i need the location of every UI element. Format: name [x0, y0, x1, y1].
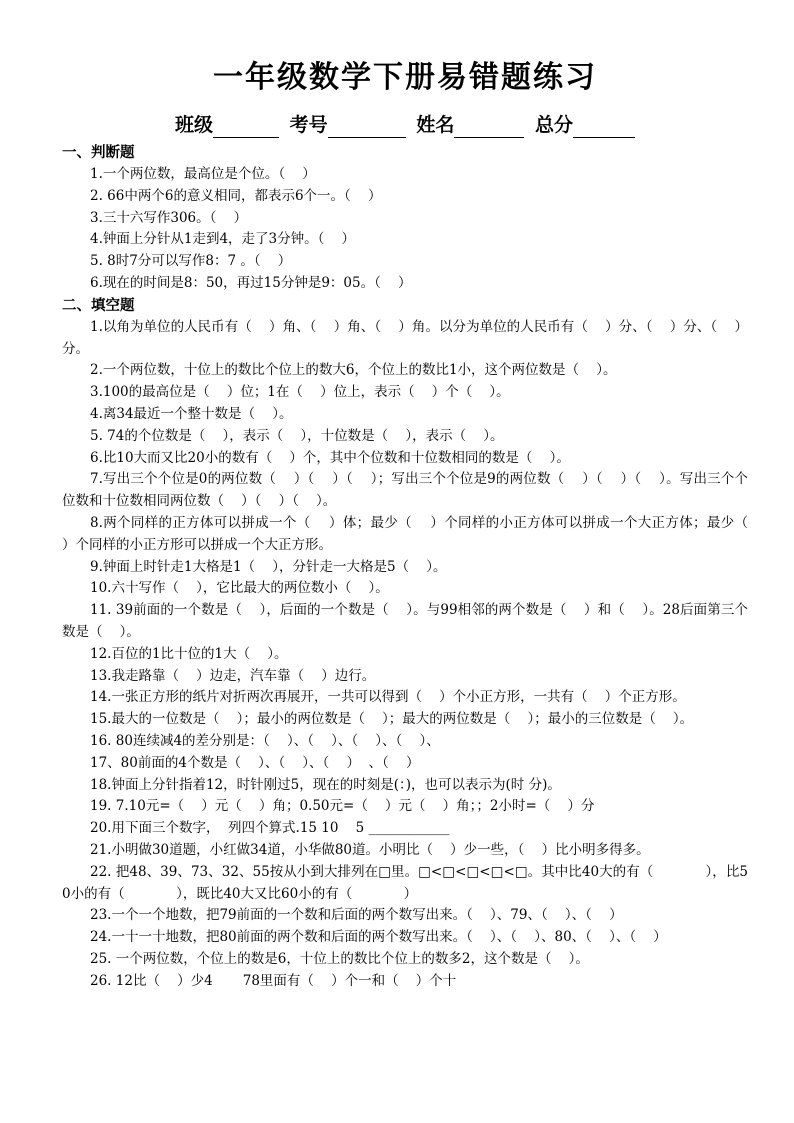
question-item: 15.最大的一位数是（ ）；最小的两位数是（ ）；最大的两位数是（ ）；最小的三位数是（ ）。	[90, 711, 694, 728]
page-title: 一年级数学下册易错题练习	[213, 60, 597, 95]
exam-number-blank[interactable]	[328, 117, 406, 138]
class-blank[interactable]	[213, 117, 279, 138]
question-item: 23.一个一个地数，把79前面的一个数和后面的两个数写出来。（ ）、79、（ ）、（ ）	[90, 907, 623, 924]
exam-number-field	[290, 114, 406, 136]
question-item: 3.三十六写作306。（ ）	[90, 209, 248, 226]
total-score-field	[535, 114, 635, 136]
question-item: 9.钟面上时针走1大格是1（ ），分针走一大格是5（ ）。	[90, 558, 447, 575]
question-item: 12.百位的1比十位的1大（ ）。	[90, 645, 288, 662]
name-label: 姓名	[416, 114, 455, 136]
question-item: 24.一十一十地数，把80前面的两个数和后面的两个数写出来。（ ）、（ ）、80、（ ）、（ ）	[90, 929, 667, 946]
question-item: 5. 8时7分可以写作8：7 。（ ）	[90, 253, 292, 270]
total-score-label: 总分	[534, 114, 573, 136]
question-item: 13.我走路靠（ ）边走，汽车靠（ ）边行。	[90, 667, 376, 684]
question-item: 16. 80连续减4的差分别是：（ ）、（ ）、（ ）、（ ）、	[90, 732, 440, 749]
student-info-line	[62, 112, 748, 138]
question-item: 8.两个同样的正方体可以拼成一个（ ）体；最少（ ）个同样的小正方体可以拼成一个大正方体；最少（ ）个同样的小正方形可以拼成一个大正方形。	[62, 514, 766, 553]
question-item: 7.写出三个个位是0的两位数（ ）（ ）（ ）；写出三个个位是9的两位数（ ）（ ）（ ）。写出三个个位数和十位数相同两位数（ ）（ ）（ ）。	[62, 471, 748, 510]
question-list	[62, 164, 748, 295]
question-item: 25. 一个两位数，个位上的数是6，十位上的数比个位上的数多2，这个数是（ ）。	[90, 950, 589, 967]
question-item: 21.小明做30道题，小红做34道，小华做80道。小明比（ ）少一些，（ ）比小明多得多。	[90, 841, 650, 858]
question-item: 10.六十写作（ ），它比最大的两位数小（ ）。	[90, 580, 389, 597]
total-score-blank[interactable]	[573, 117, 635, 138]
question-item: 14.一张正方形的纸片对折两次再展开，一共可以得到（ ）个小正方形，一共有（ ）个正方形。	[90, 689, 686, 706]
class-label: 班级	[175, 114, 214, 136]
section-heading: 一、判断题	[62, 145, 135, 161]
name-blank[interactable]	[454, 117, 524, 138]
question-item: 20.用下面三个数字， 列四个算式.15 10 5 ____________	[90, 820, 450, 837]
class-field	[175, 114, 279, 136]
section-fill-in-blanks	[62, 295, 766, 993]
question-item: 3.100的最高位是（ ）位；1在（ ）位上，表示（ ）个（ ）。	[90, 384, 510, 401]
question-item: 17、80前面的4个数是（ ）、（ ）、（ ） 、（ ）	[90, 754, 420, 771]
question-item: 1.一个两位数，最高位是个位。（ ）	[90, 166, 316, 182]
name-field	[416, 114, 524, 136]
question-item: 6.现在的时间是8：50，再过15分钟是9：05。（ ）	[90, 274, 412, 291]
question-item: 11. 39前面的一个数是（ ），后面的一个数是（ ）。与99相邻的两个数是（ ）和（ ）。28后面第三个数是（ ）。	[62, 602, 748, 640]
question-item: 5. 74的个位数是（ ），表示（ ），十位数是（ ），表示（ ）。	[90, 427, 504, 444]
question-item: 4.钟面上分针从1走到4，走了3分钟。（ ）	[90, 231, 356, 248]
question-list	[62, 317, 766, 993]
question-item: 19. 7.10元=（ ）元（ ）角；0.50元=（ ）元（ ）角；；2小时=（ ）分	[90, 798, 595, 815]
question-item: 22. 把48、39、73、32、55按从小到大排列在□里。□<□<□<□<□。其中比40大的有（ ），比50小的有（ ），既比40大又比60小的有（ ）	[62, 863, 748, 902]
question-item: 18.钟面上分针指着12，时针刚过5，现在的时刻是(：)，也可以表示为(时 分)。	[90, 776, 561, 793]
section-heading: 二、填空题	[62, 297, 135, 314]
question-item: 2.一个两位数，十位上的数比个位上的数大6，个位上的数比1小，这个两位数是（ ）。	[90, 362, 617, 379]
question-item: 2. 66中两个6的意义相同，都表示6个一。（ ）	[90, 187, 382, 204]
question-item: 26. 12比（ ）少4 78里面有（ ）个一和（ ）个十	[90, 972, 457, 989]
section-true-false	[62, 142, 748, 295]
question-item: 4.离34最近一个整十数是（ ）。	[90, 405, 293, 422]
question-item: 1.以角为单位的人民币有（ ）角、（ ）角、（ ）角。以分为单位的人民币有（ ）分、（ ）分、（ ）分。	[62, 318, 748, 357]
question-item: 6.比10大而又比20小的数有（ ）个，其中个位数和十位数相同的数是（ ）。	[90, 449, 570, 466]
exam-number-label: 考号	[289, 114, 328, 136]
